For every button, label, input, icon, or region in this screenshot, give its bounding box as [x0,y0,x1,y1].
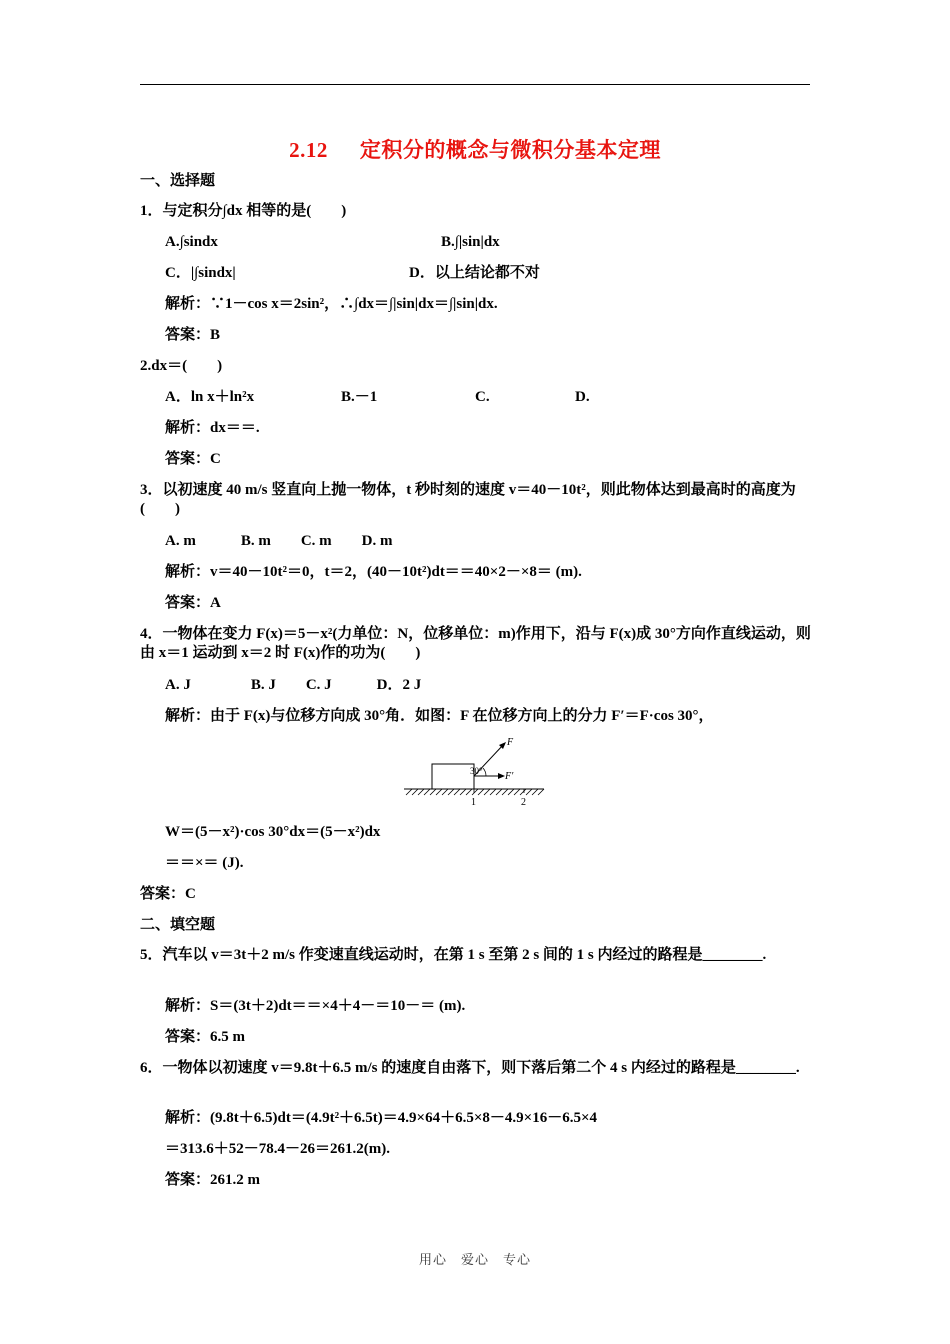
q3-options: A. m B. m C. m D. m [165,533,393,549]
q1-option-a: A.∫sindx [165,234,218,250]
fig-tick-1: 1 [471,797,476,808]
q3-stem: 3．以初速度 40 m/s 竖直向上抛一物体，t 秒时刻的速度 v＝40－10t²，则此物体达到最高时的高度为( ) [140,482,796,517]
q4-options: A. J B. J C. J D．2 J [165,677,422,693]
q1-option-d: D．以上结论都不对 [409,265,540,281]
q4-work-line1: W＝(5－x²)·cos 30°dx＝(5－x²)dx [165,824,381,840]
q6-stem: 6．一物体以初速度 v＝9.8t＋6.5 m/s 的速度自由落下，则下落后第二个 4 s 内经过的路程是________. [140,1060,800,1076]
q2-option-d: D. [575,389,590,405]
q2-option-c: C. [475,389,490,405]
q5-analysis: 解析：S＝(3t＋2)dt＝＝×4＋4－＝10－＝ (m). [165,998,466,1014]
q4-work-line2: ＝＝×＝ (J). [165,855,244,871]
q2-option-a: A．ln x＋ln²x [165,389,255,405]
q1-answer: 答案：B [165,327,221,343]
section-heading-fill: 二、填空题 [140,917,216,933]
title-text: 定积分的概念与微积分基本定理 [359,138,661,162]
fig-label-fprime: F′ [505,771,514,782]
force-diagram [402,733,547,809]
q1-stem: 1．与定积分∫dx 相等的是( ) [140,203,347,219]
q4-analysis: 解析：由于 F(x)与位移方向成 30°角．如图：F 在位移方向上的分力 F′＝F·cos 30°， [165,708,714,724]
q3-analysis: 解析：v＝40－10t²＝0，t＝2，(40－10t²)dt＝＝40×2－×8＝ (m). [165,564,582,580]
q3-answer: 答案：A [165,595,221,611]
page-footer: 用心 爱心 专心 [418,1253,531,1268]
q5-stem: 5．汽车以 v＝3t＋2 m/s 作变速直线运动时，在第 1 s 至第 2 s 间的 1 s 内经过的路程是________. [140,947,767,963]
q2-analysis: 解析：dx＝＝. [165,420,260,436]
q1-analysis: 解析：∵1－cos x＝2sin²，∴∫dx＝∫|sin|dx＝∫|sin|dx. [165,296,498,312]
q6-analysis-cont: ＝313.6＋52－78.4－26＝261.2(m). [165,1141,390,1157]
header-rule [140,84,810,85]
q2-answer: 答案：C [165,451,221,467]
q6-answer: 答案：261.2 m [165,1172,260,1188]
fig-angle-label: 30° [470,766,483,776]
q5-answer: 答案：6.5 m [165,1029,245,1045]
section-heading-choice: 一、选择题 [140,173,216,189]
q6-analysis: 解析：(9.8t＋6.5)dt＝(4.9t²＋6.5t)＝4.9×64＋6.5×8－4.9×16－6.5×4 [165,1110,597,1126]
page-title [0,134,950,164]
q1-option-c: C．|∫sindx| [165,265,236,281]
title-number: 2.12 [289,138,328,162]
q4-answer: 答案：C [140,886,196,902]
q2-option-b: B.－1 [341,389,378,405]
q2-stem: 2.dx＝( ) [140,358,223,374]
q1-option-b: B.∫|sin|dx [441,234,500,250]
fig-label-f: F [507,737,514,748]
q4-stem: 4．一物体在变力 F(x)＝5－x²(力单位：N，位移单位：m)作用下，沿与 F(x)成 30°方向作直线运动，则由 x＝1 运动到 x＝2 时 F(x)作的功为( ) [140,626,811,661]
fig-tick-2: 2 [521,797,526,808]
